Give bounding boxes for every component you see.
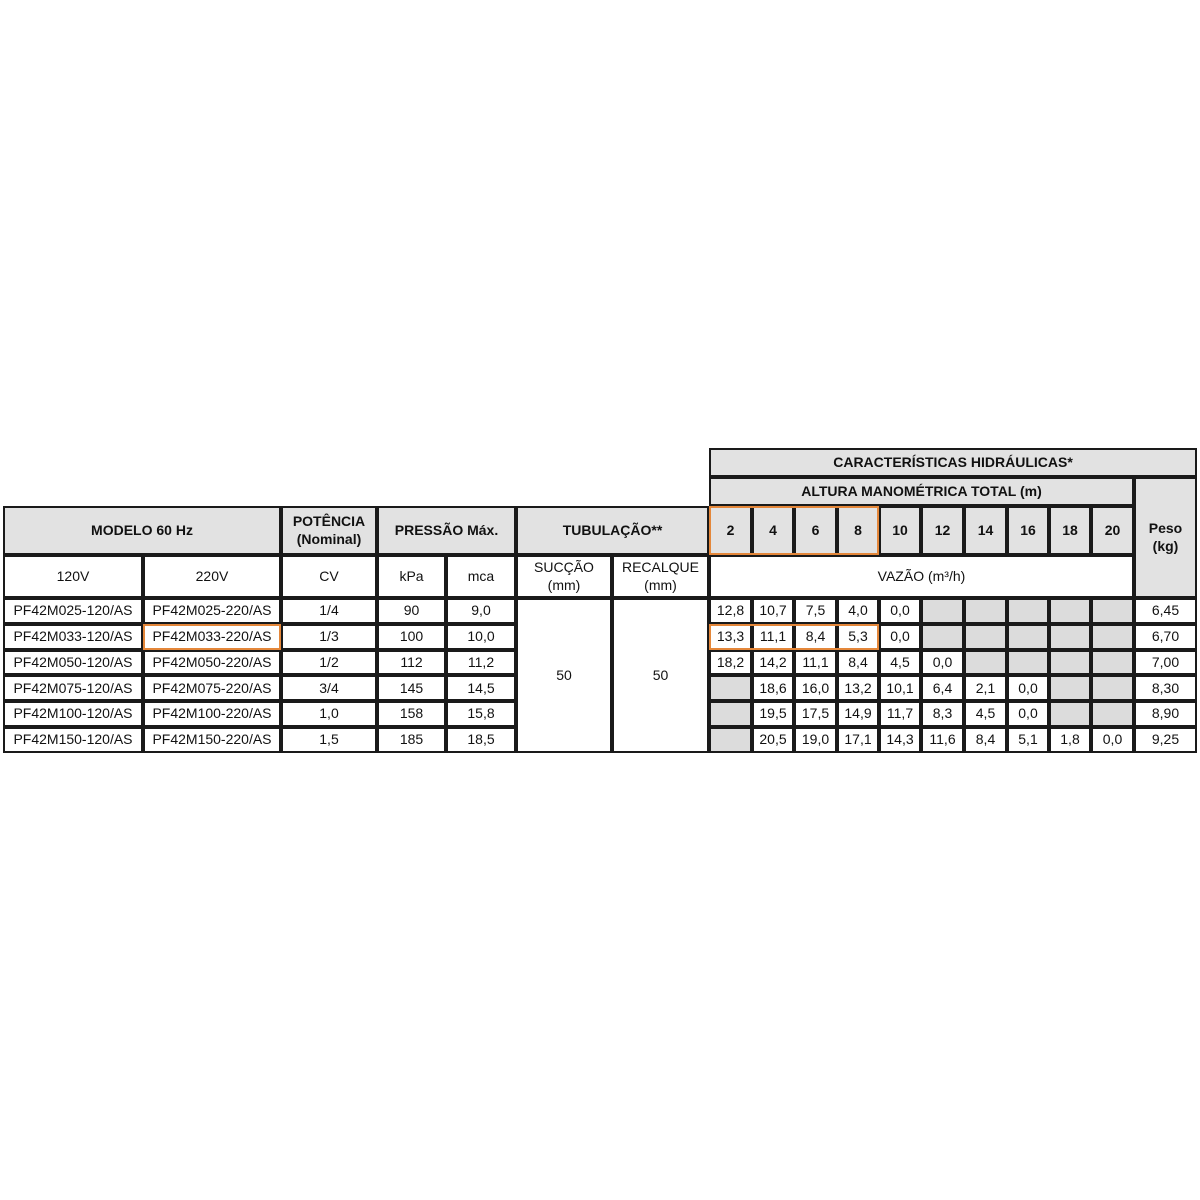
sub-discharge-text (622, 559, 699, 594)
weight-value: 9,25 (1134, 727, 1197, 753)
flow-empty (709, 701, 752, 727)
weight-header (1134, 477, 1197, 598)
flow-empty (1091, 701, 1134, 727)
flow-value: 6,4 (921, 675, 964, 701)
flow-value: 12,8 (709, 598, 752, 624)
head-col-18: 18 (1049, 506, 1091, 555)
pressure-header: PRESSÃO Máx. (377, 506, 516, 555)
model-header: MODELO 60 Hz (3, 506, 281, 555)
flow-value: 0,0 (879, 624, 921, 650)
head-col-6: 6 (794, 506, 837, 555)
flow-value: 0,0 (1007, 701, 1049, 727)
weight-header-line-2: (kg) (1152, 537, 1179, 554)
flow-empty (964, 650, 1007, 676)
discharge-value: 50 (612, 598, 709, 753)
model-120v: PF42M100-120/AS (3, 701, 143, 727)
head-col-4: 4 (752, 506, 794, 555)
weight-value: 6,45 (1134, 598, 1197, 624)
flow-value: 14,3 (879, 727, 921, 753)
sub-220v: 220V (143, 555, 281, 598)
flow-value: 17,1 (837, 727, 879, 753)
flow-value: 4,0 (837, 598, 879, 624)
flow-value: 18,6 (752, 675, 794, 701)
flow-value: 14,2 (752, 650, 794, 676)
flow-empty (1091, 650, 1134, 676)
power-cv: 1/4 (281, 598, 377, 624)
flow-value: 1,8 (1049, 727, 1091, 753)
flow-empty (1049, 675, 1091, 701)
model-120v: PF42M025-120/AS (3, 598, 143, 624)
model-220v: PF42M100-220/AS (143, 701, 281, 727)
flow-value: 18,2 (709, 650, 752, 676)
flow-value: 10,1 (879, 675, 921, 701)
flow-value: 16,0 (794, 675, 837, 701)
power-header-text (293, 513, 365, 548)
flow-empty (1049, 701, 1091, 727)
sub-suction-text (534, 559, 594, 594)
pressure-kpa: 90 (377, 598, 446, 624)
flow-empty (921, 624, 964, 650)
weight-value: 6,70 (1134, 624, 1197, 650)
flow-empty (709, 727, 752, 753)
head-col-8: 8 (837, 506, 879, 555)
weight-header-text (1149, 520, 1182, 555)
flow-value: 8,4 (837, 650, 879, 676)
flow-value: 20,5 (752, 727, 794, 753)
flow-value: 0,0 (921, 650, 964, 676)
sub-cv: CV (281, 555, 377, 598)
pressure-mca: 14,5 (446, 675, 516, 701)
flow-empty (1007, 598, 1049, 624)
flow-empty (1091, 624, 1134, 650)
model-120v: PF42M150-120/AS (3, 727, 143, 753)
flow-value: 13,2 (837, 675, 879, 701)
power-header-line-1: POTÊNCIA (292, 513, 366, 529)
flow-value: 19,5 (752, 701, 794, 727)
flow-label: VAZÃO (m³/h) (709, 555, 1134, 598)
flow-value: 11,1 (752, 624, 794, 650)
power-cv: 1,5 (281, 727, 377, 753)
pressure-mca: 10,0 (446, 624, 516, 650)
model-220v: PF42M033-220/AS (143, 624, 281, 650)
flow-value: 11,7 (879, 701, 921, 727)
flow-value: 7,5 (794, 598, 837, 624)
pressure-mca: 15,8 (446, 701, 516, 727)
pressure-kpa: 112 (377, 650, 446, 676)
flow-value: 2,1 (964, 675, 1007, 701)
power-cv: 1/3 (281, 624, 377, 650)
pressure-mca: 11,2 (446, 650, 516, 676)
flow-value: 0,0 (879, 598, 921, 624)
power-cv: 1/2 (281, 650, 377, 676)
flow-empty (921, 598, 964, 624)
power-cv: 3/4 (281, 675, 377, 701)
flow-value: 10,7 (752, 598, 794, 624)
power-cv: 1,0 (281, 701, 377, 727)
pressure-kpa: 158 (377, 701, 446, 727)
model-220v: PF42M150-220/AS (143, 727, 281, 753)
weight-value: 7,00 (1134, 650, 1197, 676)
sub-kpa: kPa (377, 555, 446, 598)
flow-empty (1091, 598, 1134, 624)
suction-value: 50 (516, 598, 612, 753)
sub-120v: 120V (3, 555, 143, 598)
pressure-kpa: 100 (377, 624, 446, 650)
sub-discharge-line-1: RECALQUE (621, 559, 700, 575)
flow-empty (1091, 675, 1134, 701)
sub-suction (516, 555, 612, 598)
head-col-16: 16 (1007, 506, 1049, 555)
sub-discharge (612, 555, 709, 598)
head-title: ALTURA MANOMÉTRICA TOTAL (m) (709, 477, 1134, 506)
flow-value: 17,5 (794, 701, 837, 727)
model-220v: PF42M050-220/AS (143, 650, 281, 676)
flow-value: 8,4 (794, 624, 837, 650)
pressure-kpa: 185 (377, 727, 446, 753)
power-header (281, 506, 377, 555)
sub-suction-line-1: SUCÇÃO (534, 559, 594, 575)
flow-empty (1007, 624, 1049, 650)
weight-value: 8,90 (1134, 701, 1197, 727)
flow-empty (964, 598, 1007, 624)
power-header-line-2: (Nominal) (296, 530, 362, 547)
weight-value: 8,30 (1134, 675, 1197, 701)
flow-value: 5,3 (837, 624, 879, 650)
weight-header-line-1: Peso (1148, 520, 1183, 536)
model-120v: PF42M033-120/AS (3, 624, 143, 650)
head-col-12: 12 (921, 506, 964, 555)
flow-value: 4,5 (964, 701, 1007, 727)
flow-value: 4,5 (879, 650, 921, 676)
pressure-mca: 18,5 (446, 727, 516, 753)
head-col-10: 10 (879, 506, 921, 555)
flow-value: 8,4 (964, 727, 1007, 753)
model-220v: PF42M025-220/AS (143, 598, 281, 624)
flow-value: 0,0 (1091, 727, 1134, 753)
flow-value: 14,9 (837, 701, 879, 727)
head-col-2: 2 (709, 506, 752, 555)
flow-value: 11,1 (794, 650, 837, 676)
flow-empty (1049, 650, 1091, 676)
model-120v: PF42M050-120/AS (3, 650, 143, 676)
flow-value: 5,1 (1007, 727, 1049, 753)
flow-empty (1049, 598, 1091, 624)
model-220v: PF42M075-220/AS (143, 675, 281, 701)
head-col-20: 20 (1091, 506, 1134, 555)
sub-mca: mca (446, 555, 516, 598)
flow-value: 11,6 (921, 727, 964, 753)
model-120v: PF42M075-120/AS (3, 675, 143, 701)
pressure-kpa: 145 (377, 675, 446, 701)
pressure-mca: 9,0 (446, 598, 516, 624)
flow-empty (1007, 650, 1049, 676)
flow-value: 8,3 (921, 701, 964, 727)
pipe-header: TUBULAÇÃO** (516, 506, 709, 555)
flow-empty (964, 624, 1007, 650)
sub-suction-line-2: (mm) (547, 576, 581, 593)
flow-empty (1049, 624, 1091, 650)
hydraulic-title: CARACTERÍSTICAS HIDRÁULICAS* (709, 448, 1197, 477)
flow-value: 13,3 (709, 624, 752, 650)
flow-value: 19,0 (794, 727, 837, 753)
flow-value: 0,0 (1007, 675, 1049, 701)
head-col-14: 14 (964, 506, 1007, 555)
sub-discharge-line-2: (mm) (644, 576, 677, 593)
flow-empty (709, 675, 752, 701)
